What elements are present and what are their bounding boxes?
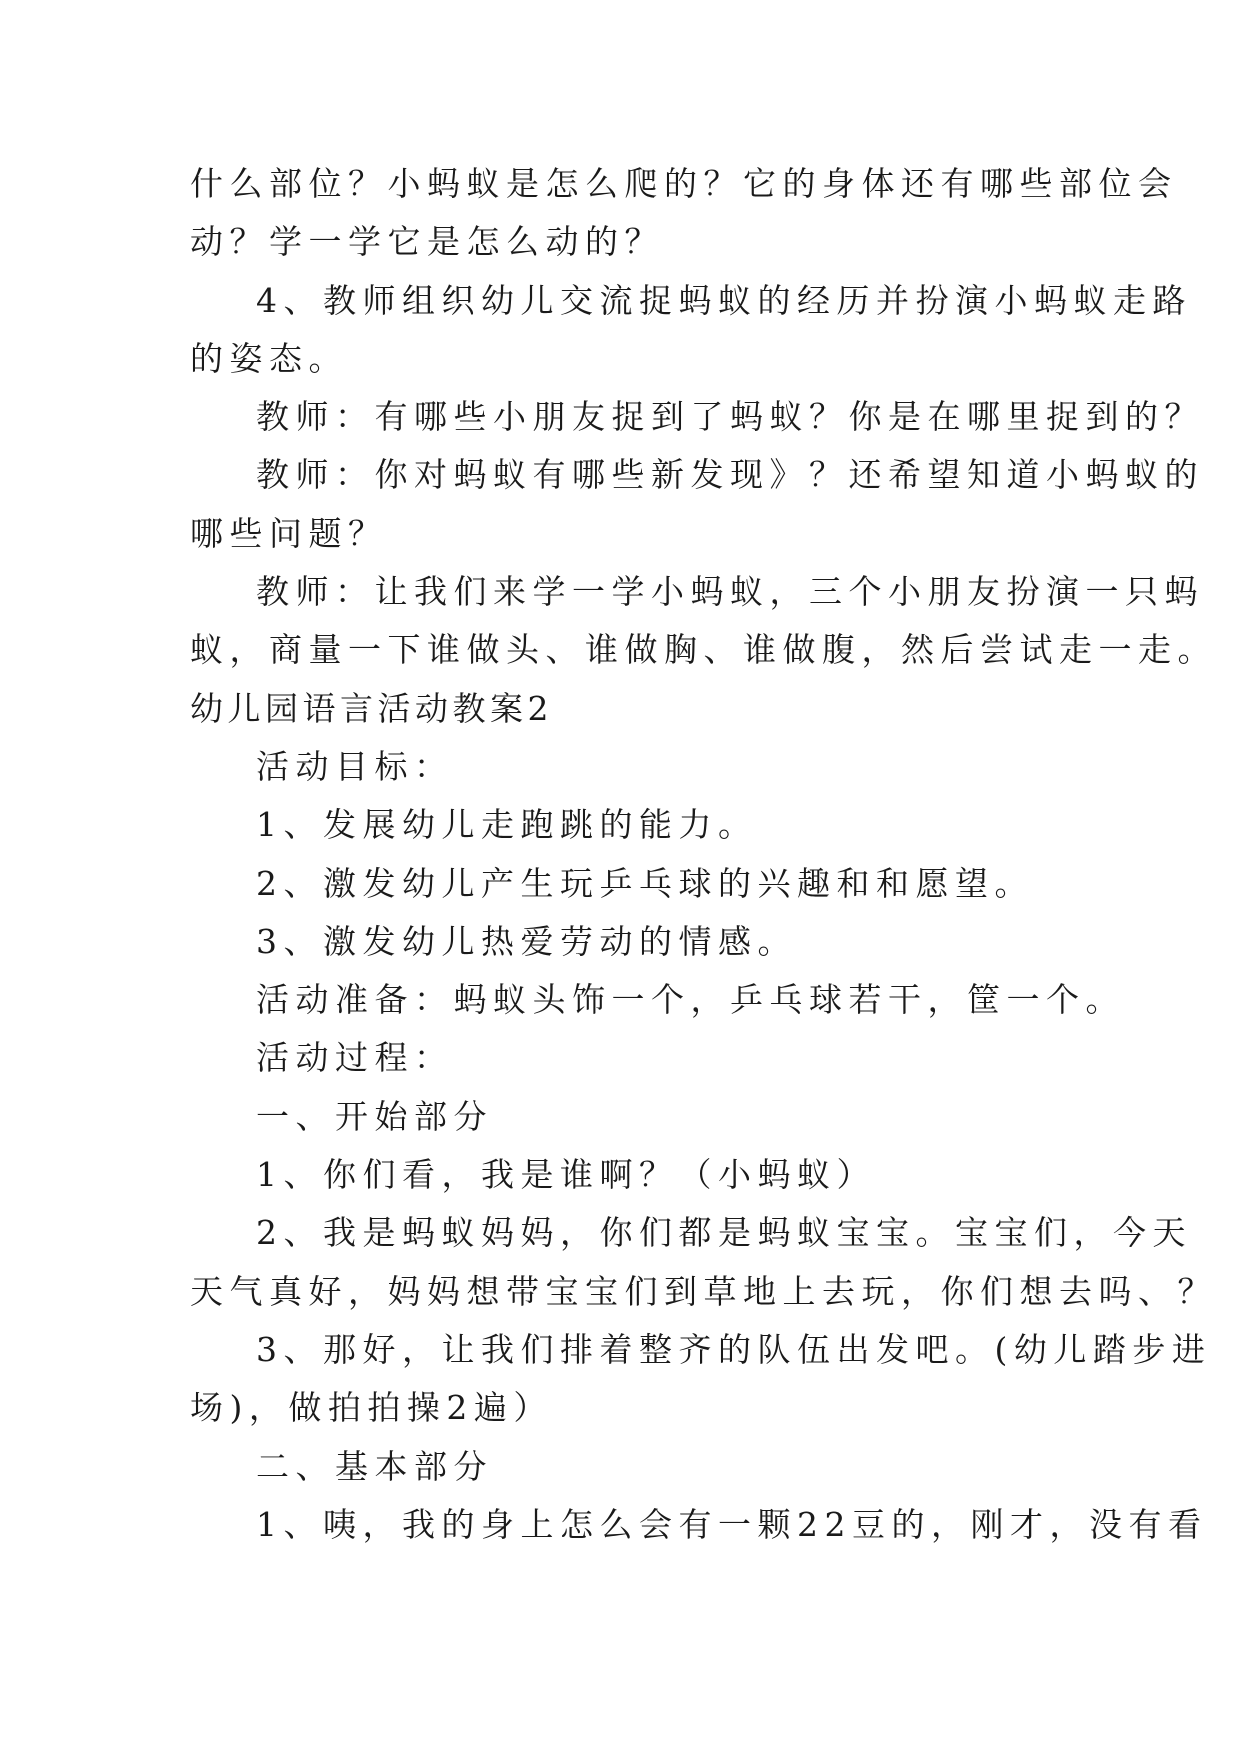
text-line: 3、那好，让我们排着整齐的队伍出发吧。(幼儿踏步进 (256, 1329, 1212, 1369)
text-line: 教师：你对蚂蚁有哪些新发现》？还希望知道小蚂蚁的 (256, 455, 1204, 495)
text-line: 4、教师组织幼儿交流捉蚂蚁的经历并扮演小蚂蚁走路 (256, 280, 1192, 320)
text-line: 1、发展幼儿走跑跳的能力。 (256, 805, 758, 845)
text-line: 二、基本部分 (256, 1446, 493, 1486)
text-line: 2、我是蚂蚁妈妈，你们都是蚂蚁宝宝。宝宝们，今天 (256, 1213, 1192, 1253)
text-line: 教师：让我们来学一学小蚂蚁，三个小朋友扮演一只蚂 (256, 572, 1204, 612)
text-line: 3、激发幼儿热爱劳动的情感。 (256, 921, 797, 961)
text-line: 的姿态。 (190, 338, 348, 378)
section-title: 幼儿园语言活动教案2 (190, 688, 553, 728)
text-line: 场)，做拍拍操2遍） (190, 1388, 553, 1428)
text-line: 1、你们看，我是谁啊？（小蚂蚁） (256, 1155, 876, 1195)
text-line: 教师：有哪些小朋友捉到了蚂蚁？你是在哪里捉到的？ (256, 397, 1204, 437)
text-line: 活动目标： (256, 746, 454, 786)
text-line: 1、咦，我的身上怎么会有一颗22豆的，刚才，没有看 (256, 1504, 1208, 1544)
text-line: 天气真好，妈妈想带宝宝们到草地上去玩，你们想去吗、？ (190, 1271, 1217, 1311)
text-line: 什么部位？小蚂蚁是怎么爬的？它的身体还有哪些部位会 (190, 164, 1178, 203)
text-line: 动？学一学它是怎么动的？ (190, 222, 664, 262)
text-line: 活动过程： (256, 1038, 454, 1078)
text-line: 2、激发幼儿产生玩乒乓球的兴趣和和愿望。 (256, 863, 1034, 903)
text-line: 哪些问题？ (190, 513, 388, 553)
text-line: 活动准备：蚂蚁头饰一个，乒乓球若干，筐一个。 (256, 980, 1125, 1020)
document-page (190, 155, 1217, 1554)
text-line: 一、开始部分 (256, 1096, 493, 1136)
text-line: 蚁，商量一下谁做头、谁做胸、谁做腹，然后尝试走一走。 (190, 630, 1217, 670)
